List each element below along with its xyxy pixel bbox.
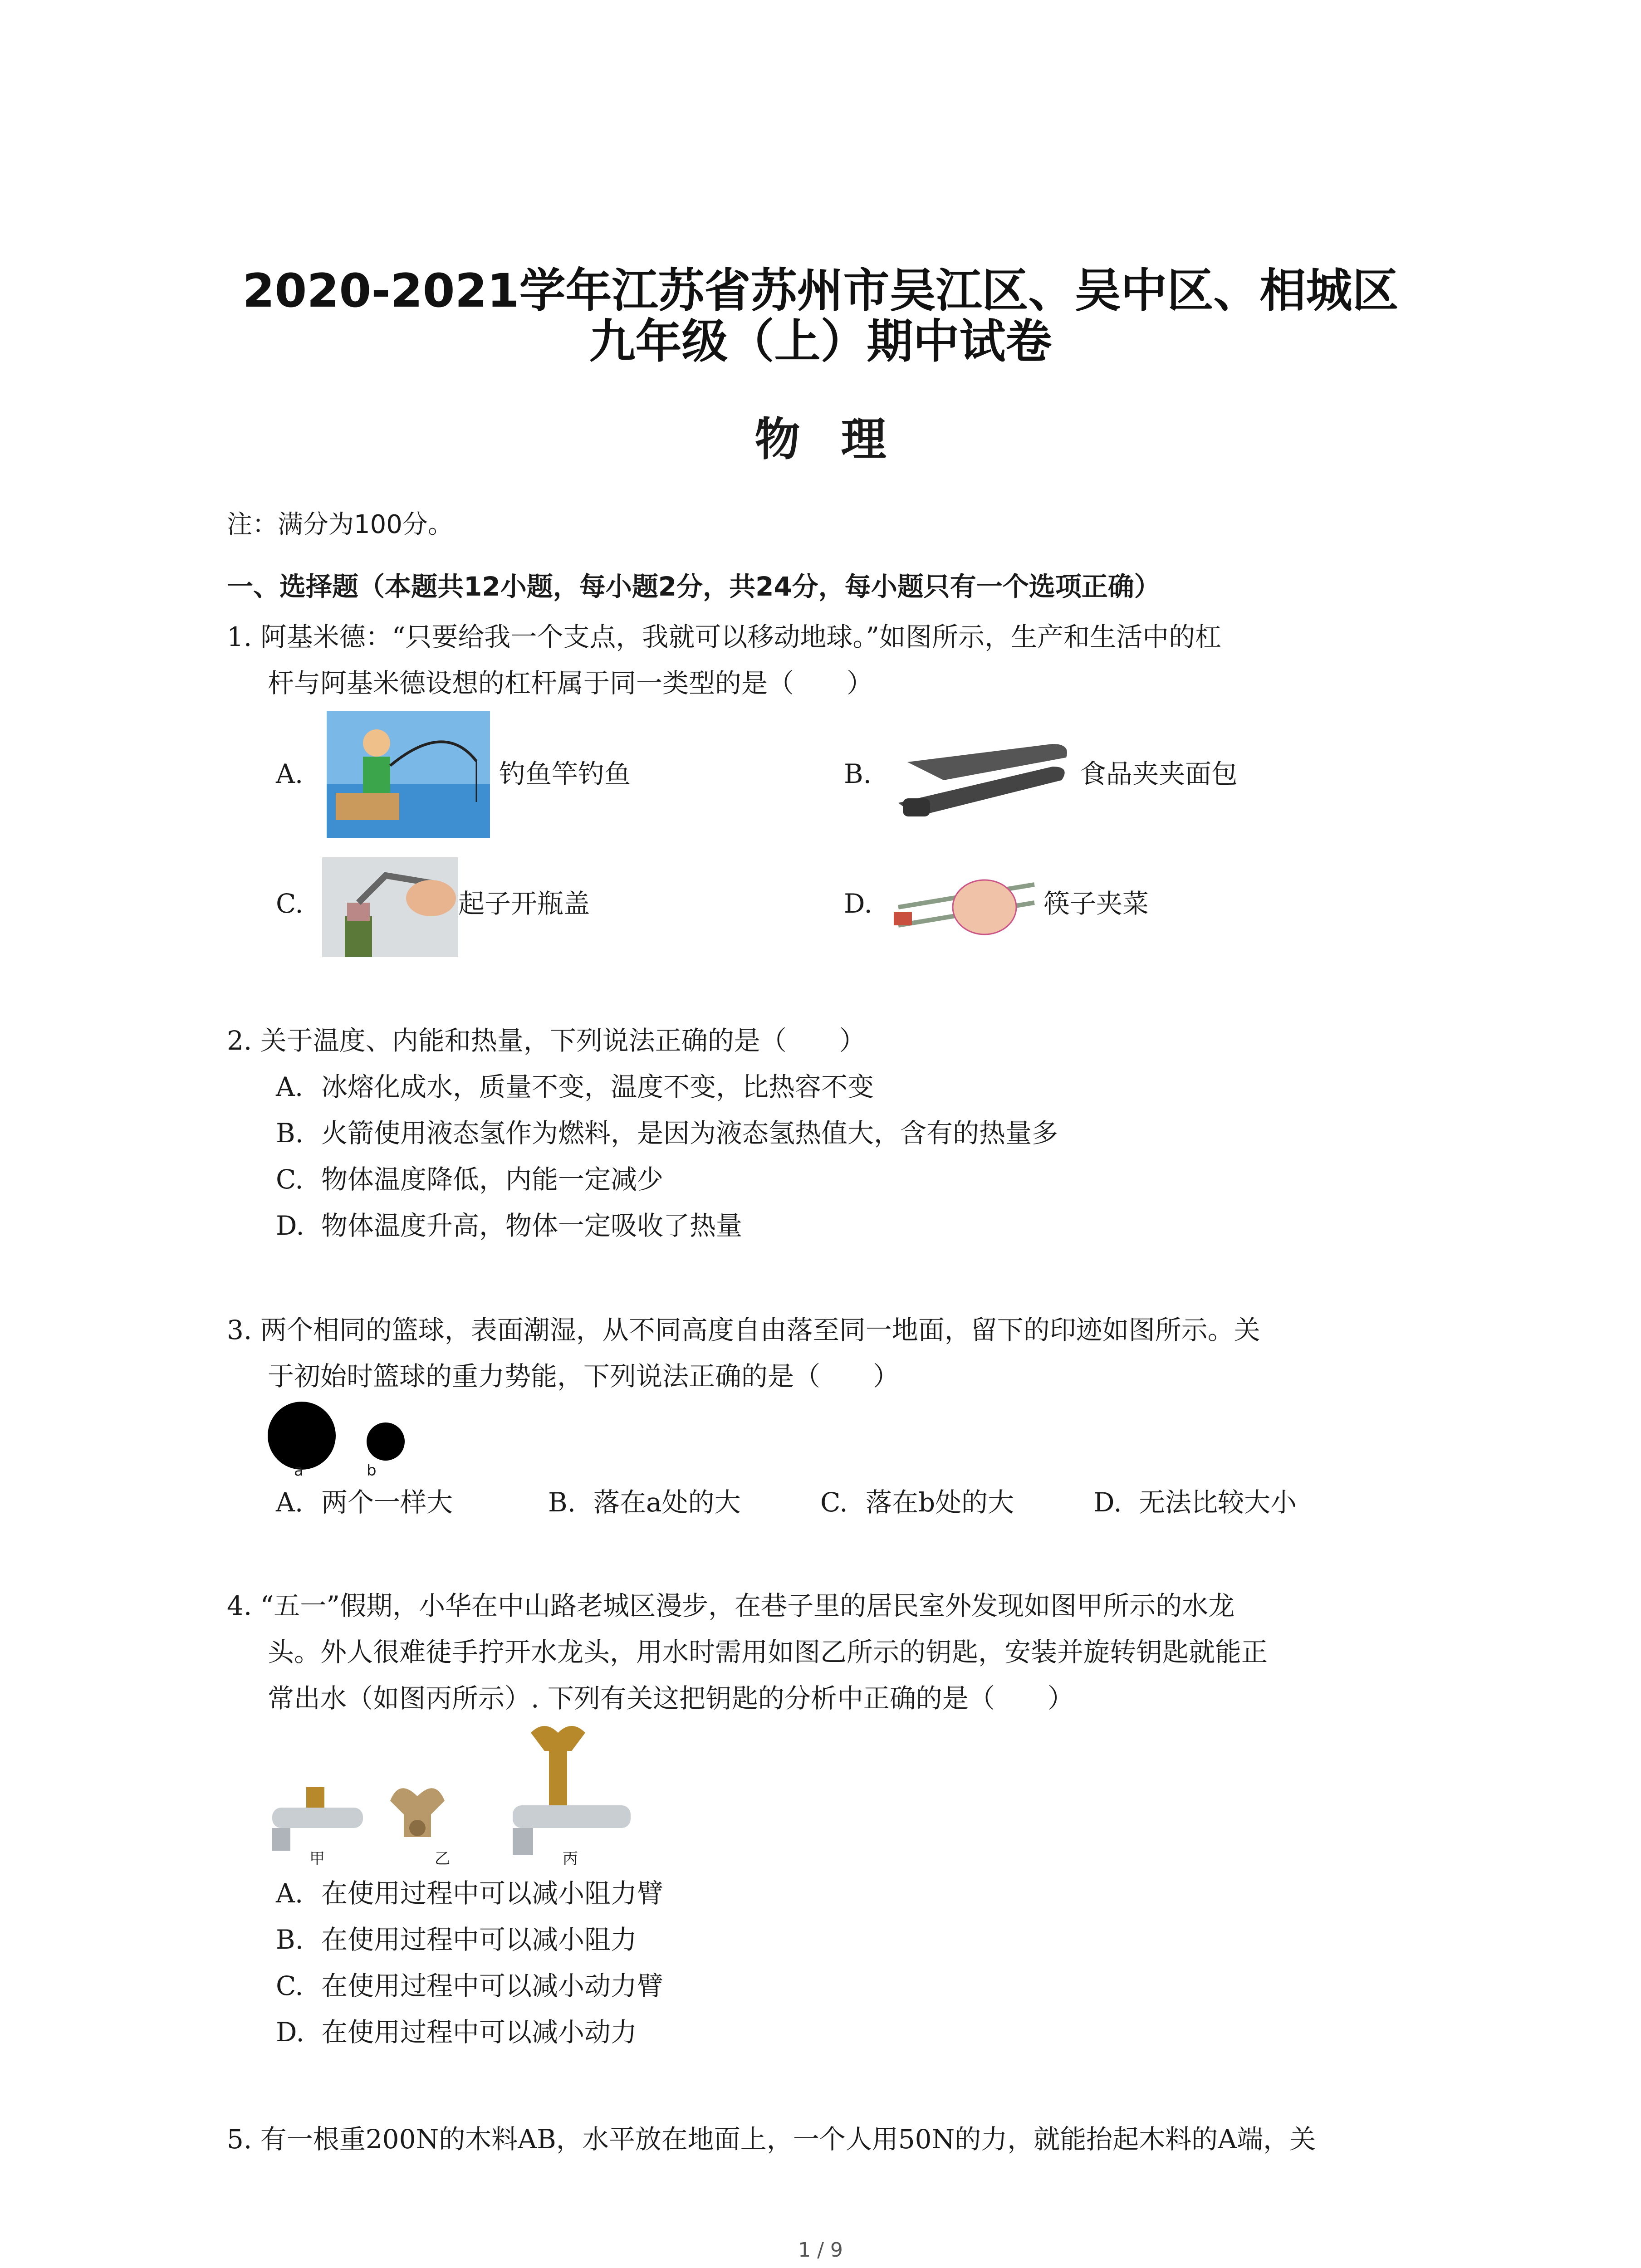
q2-line-1: 2. 关于温度、内能和热量，下列说法正确的是（ ） <box>227 1025 866 1056</box>
q2-option-d <box>276 1209 742 1242</box>
q1-option-c-letter: C. <box>276 888 304 919</box>
fig-label-yi: 乙 <box>435 1850 450 1868</box>
q3-option-d-text: 无法比较大小 <box>1139 1487 1297 1518</box>
q4-line-3: 常出水（如图丙所示）. 下列有关这把钥匙的分析中正确的是（ ） <box>268 1683 1074 1714</box>
q3-option-c-text: 落在b处的大 <box>866 1487 1014 1518</box>
q3-option-b-letter: B. <box>548 1487 576 1518</box>
q1-option-c-text: 起子开瓶盖 <box>458 888 590 919</box>
title-line-1: 2020-2021学年江苏省苏州市吴江区、吴中区、相城区 <box>242 264 1399 318</box>
q4-option-c-letter: C. <box>276 1970 304 2001</box>
q4-option-d-letter: D. <box>276 2017 304 2048</box>
q3-option-a-letter: A. <box>276 1487 304 1518</box>
q4-option-d <box>276 2016 637 2048</box>
bottle-opener-image <box>322 857 458 957</box>
chopsticks-image <box>894 871 1039 948</box>
q3-option-b-text: 落在a处的大 <box>593 1487 741 1518</box>
q2-option-a-letter: A. <box>276 1071 304 1102</box>
q3-option-c-letter: C. <box>820 1487 848 1518</box>
q1-option-a-text: 钓鱼竿钓鱼 <box>499 758 631 789</box>
key-image <box>390 1788 445 1837</box>
q3-line-2: 于初始时篮球的重力势能，下列说法正确的是（ ） <box>268 1361 900 1392</box>
tongs-image <box>889 735 1080 821</box>
q1-option-b-letter: B. <box>844 758 872 789</box>
q2-option-c-letter: C. <box>276 1164 304 1195</box>
score-note: 注：满分为100分。 <box>227 510 453 539</box>
q3-option-b <box>548 1486 741 1519</box>
q3-line-1: 3. 两个相同的篮球，表面潮湿，从不同高度自由落至同一地面，留下的印迹如图所示。关 <box>227 1315 1260 1345</box>
page-number: 1 / 9 <box>798 2239 843 2262</box>
q2-option-c <box>276 1163 663 1196</box>
q2-option-a <box>276 1070 874 1103</box>
print-b-label: b <box>367 1461 377 1480</box>
q4-option-c <box>276 1970 663 2002</box>
q4-line-1: 4. “五一”假期，小华在中山路老城区漫步，在巷子里的居民室外发现如图甲所示的水龙 <box>227 1590 1235 1621</box>
q2-option-c-text: 物体温度降低，内能一定减少 <box>321 1164 664 1195</box>
fig-label-jia: 甲 <box>309 1850 325 1868</box>
q2-option-d-text: 物体温度升高，物体一定吸收了热量 <box>321 1210 743 1241</box>
q2-option-d-letter: D. <box>276 1210 304 1241</box>
q4-option-a <box>276 1877 663 1910</box>
subject-title: 物理 <box>754 413 927 466</box>
q4-option-d-text: 在使用过程中可以减小动力 <box>321 2017 637 2048</box>
q2-option-b-letter: B. <box>276 1118 304 1149</box>
q1-option-d-text: 筷子夹菜 <box>1043 888 1149 919</box>
q1-option-a-letter: A. <box>276 758 304 789</box>
ball-prints-figure <box>263 1402 417 1483</box>
faucet-with-key-image <box>513 1726 631 1855</box>
title-line-2: 九年级（上）期中试卷 <box>589 315 1052 369</box>
q4-option-a-letter: A. <box>276 1878 304 1909</box>
fig-label-bing: 丙 <box>563 1850 578 1868</box>
q1-option-b-text: 食品夹夹面包 <box>1080 758 1238 789</box>
q1-option-d-letter: D. <box>844 888 872 919</box>
print-a-label: a <box>294 1461 304 1480</box>
q4-option-b-letter: B. <box>276 1924 304 1955</box>
q5-line-1: 5. 有一根重200N的木料AB，水平放在地面上，一个人用50N的力，就能抬起木料的A端，关 <box>227 2124 1316 2155</box>
print-b <box>367 1422 405 1461</box>
fishing-image <box>327 711 490 838</box>
faucet-key-figure <box>268 1724 649 1860</box>
section-heading: 一、选择题（本题共12小题，每小题2分，共24分，每小题只有一个选项正确） <box>227 571 1161 602</box>
q3-option-a <box>276 1486 453 1519</box>
q3-option-c <box>820 1486 1014 1519</box>
faucet-image <box>272 1787 363 1851</box>
q3-option-d-letter: D. <box>1093 1487 1122 1518</box>
q4-option-a-text: 在使用过程中可以减小阻力臂 <box>321 1878 664 1909</box>
print-a <box>268 1402 336 1470</box>
q2-option-a-text: 冰熔化成水，质量不变，温度不变，比热容不变 <box>321 1071 874 1102</box>
q3-option-a-text: 两个一样大 <box>321 1487 453 1518</box>
q4-option-b-text: 在使用过程中可以减小阻力 <box>321 1924 637 1955</box>
q1-line-2: 杆与阿基米德设想的杠杆属于同一类型的是（ ） <box>268 668 873 699</box>
q3-option-d <box>1093 1486 1297 1519</box>
q2-option-b <box>276 1117 1058 1149</box>
q4-option-c-text: 在使用过程中可以减小动力臂 <box>321 1970 664 2001</box>
q1-line-1: 1. 阿基米德：“只要给我一个支点，我就可以移动地球。”如图所示，生产和生活中的杠 <box>227 621 1222 652</box>
q2-option-b-text: 火箭使用液态氢作为燃料，是因为液态氢热值大，含有的热量多 <box>321 1118 1058 1149</box>
q4-line-2: 头。外人很难徒手拧开水龙头，用水时需用如图乙所示的钥匙，安装并旋转钥匙就能正 <box>268 1637 1268 1667</box>
q4-option-b <box>276 1923 637 1956</box>
